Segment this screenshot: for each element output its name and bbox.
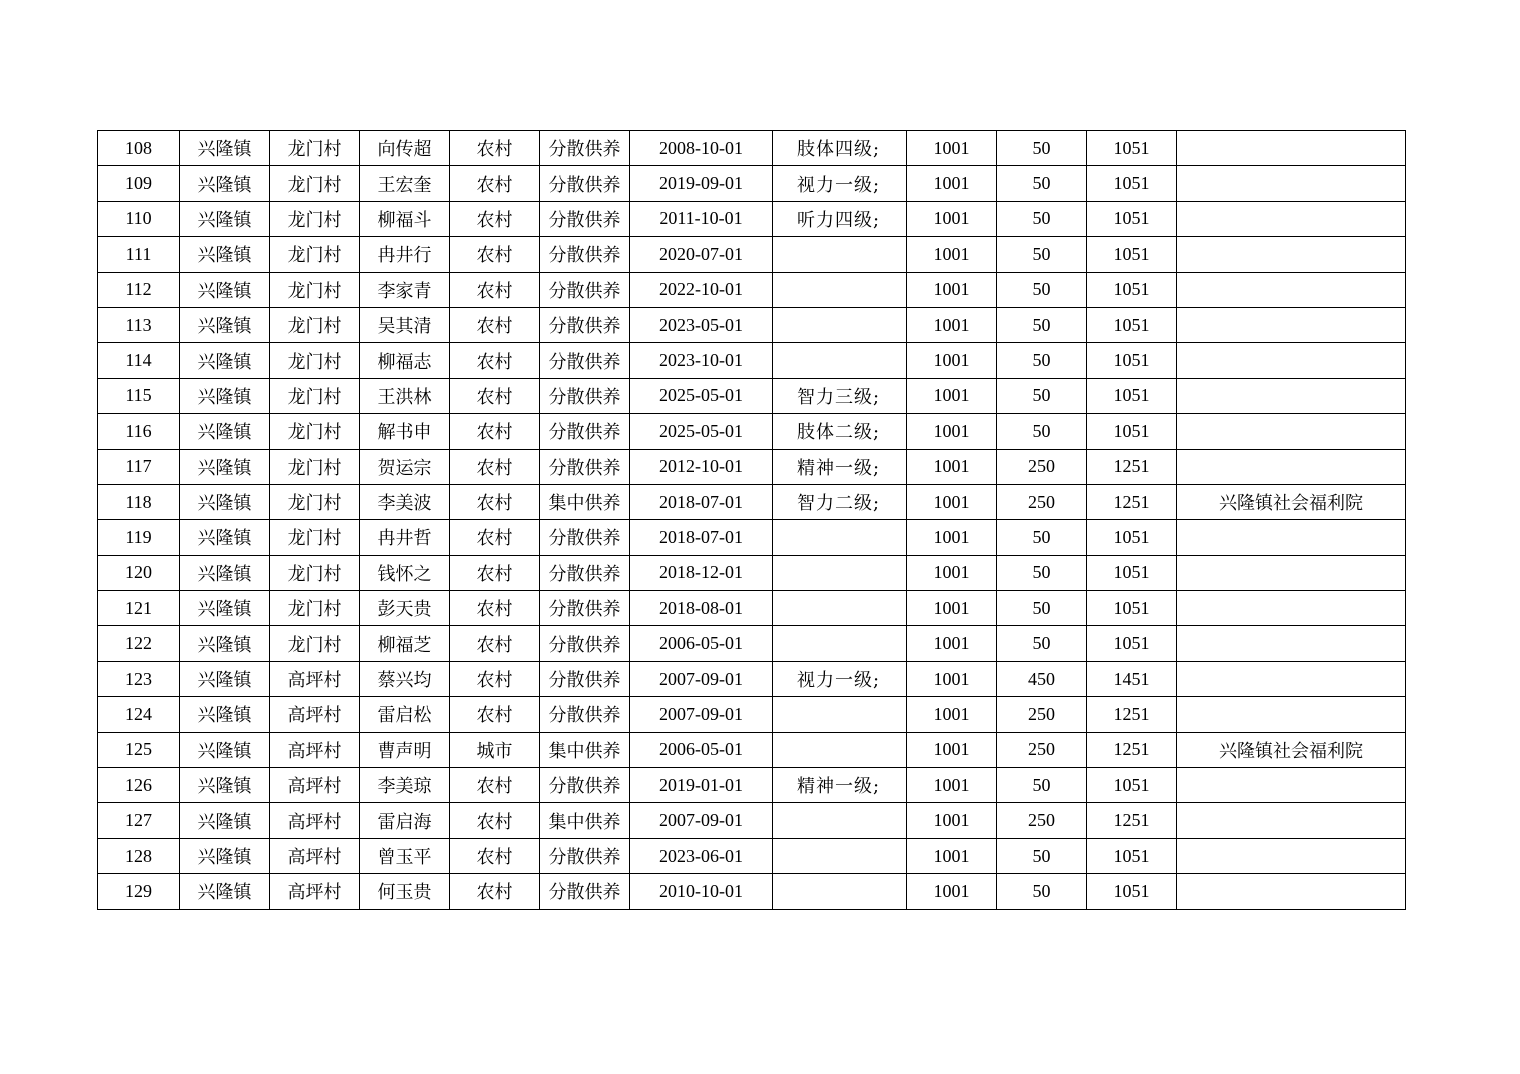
village-cell: 龙门村 [270,414,360,449]
town-cell: 兴隆镇 [180,272,270,307]
institution-cell [1177,343,1406,378]
village-cell: 高坪村 [270,732,360,767]
start-date-cell: 2008-10-01 [630,131,773,166]
disability-level-cell: 肢体四级; [773,131,907,166]
town-cell: 兴隆镇 [180,378,270,413]
institution-cell [1177,838,1406,873]
serial-number-cell: 127 [98,803,180,838]
village-cell: 龙门村 [270,520,360,555]
institution-cell [1177,307,1406,342]
serial-number-cell: 112 [98,272,180,307]
start-date-cell: 2007-09-01 [630,803,773,838]
start-date-cell: 2018-12-01 [630,555,773,590]
table-row [98,520,1406,555]
care-subsidy-cell: 50 [997,591,1087,626]
recipient-name-cell: 王宏奎 [360,166,450,201]
care-subsidy-cell: 50 [997,626,1087,661]
care-subsidy-cell: 250 [997,449,1087,484]
start-date-cell: 2019-09-01 [630,166,773,201]
care-subsidy-cell: 50 [997,166,1087,201]
disability-level-cell [773,838,907,873]
serial-number-cell: 115 [98,378,180,413]
care-subsidy-cell: 50 [997,343,1087,378]
base-amount-cell: 1001 [907,166,997,201]
area-type-cell: 农村 [450,343,540,378]
area-type-cell: 农村 [450,307,540,342]
base-amount-cell: 1001 [907,237,997,272]
support-type-cell: 集中供养 [540,732,630,767]
area-type-cell: 农村 [450,803,540,838]
table-row [98,343,1406,378]
table-row [98,484,1406,519]
serial-number-cell: 128 [98,838,180,873]
serial-number-cell: 108 [98,131,180,166]
disability-level-cell: 肢体二级; [773,414,907,449]
institution-cell [1177,626,1406,661]
care-subsidy-cell: 50 [997,520,1087,555]
support-type-cell: 集中供养 [540,484,630,519]
village-cell: 龙门村 [270,201,360,236]
base-amount-cell: 1001 [907,661,997,696]
total-amount-cell: 1051 [1087,378,1177,413]
institution-cell [1177,201,1406,236]
table-row [98,626,1406,661]
area-type-cell: 农村 [450,414,540,449]
start-date-cell: 2025-05-01 [630,378,773,413]
disability-level-cell: 精神一级; [773,449,907,484]
institution-cell [1177,555,1406,590]
total-amount-cell: 1051 [1087,874,1177,909]
total-amount-cell: 1451 [1087,661,1177,696]
village-cell: 龙门村 [270,626,360,661]
care-subsidy-cell: 250 [997,697,1087,732]
town-cell: 兴隆镇 [180,838,270,873]
table-row [98,768,1406,803]
area-type-cell: 农村 [450,555,540,590]
disability-level-cell [773,307,907,342]
support-type-cell: 分散供养 [540,307,630,342]
town-cell: 兴隆镇 [180,343,270,378]
serial-number-cell: 124 [98,697,180,732]
start-date-cell: 2010-10-01 [630,874,773,909]
serial-number-cell: 109 [98,166,180,201]
town-cell: 兴隆镇 [180,307,270,342]
institution-cell [1177,414,1406,449]
recipient-name-cell: 曾玉平 [360,838,450,873]
village-cell: 高坪村 [270,803,360,838]
start-date-cell: 2023-06-01 [630,838,773,873]
total-amount-cell: 1051 [1087,414,1177,449]
town-cell: 兴隆镇 [180,555,270,590]
base-amount-cell: 1001 [907,201,997,236]
area-type-cell: 农村 [450,520,540,555]
disability-level-cell: 视力一级; [773,166,907,201]
table-row [98,591,1406,626]
town-cell: 兴隆镇 [180,484,270,519]
total-amount-cell: 1051 [1087,272,1177,307]
area-type-cell: 农村 [450,131,540,166]
start-date-cell: 2018-08-01 [630,591,773,626]
care-subsidy-cell: 450 [997,661,1087,696]
table-row [98,378,1406,413]
base-amount-cell: 1001 [907,626,997,661]
total-amount-cell: 1051 [1087,201,1177,236]
disability-level-cell [773,803,907,838]
start-date-cell: 2025-05-01 [630,414,773,449]
disability-level-cell [773,732,907,767]
start-date-cell: 2011-10-01 [630,201,773,236]
disability-level-cell [773,237,907,272]
institution-cell: 兴隆镇社会福利院 [1177,732,1406,767]
support-type-cell: 分散供养 [540,626,630,661]
disability-level-cell: 视力一级; [773,661,907,696]
town-cell: 兴隆镇 [180,414,270,449]
recipient-name-cell: 柳福斗 [360,201,450,236]
care-subsidy-cell: 250 [997,484,1087,519]
town-cell: 兴隆镇 [180,166,270,201]
support-type-cell: 分散供养 [540,343,630,378]
institution-cell [1177,874,1406,909]
town-cell: 兴隆镇 [180,661,270,696]
total-amount-cell: 1051 [1087,307,1177,342]
recipient-name-cell: 李家青 [360,272,450,307]
recipient-name-cell: 钱怀之 [360,555,450,590]
serial-number-cell: 118 [98,484,180,519]
institution-cell [1177,166,1406,201]
disability-level-cell: 智力三级; [773,378,907,413]
start-date-cell: 2006-05-01 [630,732,773,767]
recipient-name-cell: 解书申 [360,414,450,449]
town-cell: 兴隆镇 [180,697,270,732]
table-row [98,697,1406,732]
care-subsidy-cell: 50 [997,131,1087,166]
total-amount-cell: 1051 [1087,838,1177,873]
recipient-name-cell: 李美波 [360,484,450,519]
total-amount-cell: 1251 [1087,803,1177,838]
town-cell: 兴隆镇 [180,803,270,838]
support-type-cell: 分散供养 [540,201,630,236]
area-type-cell: 农村 [450,272,540,307]
town-cell: 兴隆镇 [180,626,270,661]
table-row [98,272,1406,307]
area-type-cell: 农村 [450,661,540,696]
area-type-cell: 农村 [450,838,540,873]
serial-number-cell: 129 [98,874,180,909]
recipient-name-cell: 雷启松 [360,697,450,732]
support-type-cell: 分散供养 [540,838,630,873]
table-row [98,237,1406,272]
village-cell: 龙门村 [270,555,360,590]
disability-level-cell [773,520,907,555]
table-row [98,661,1406,696]
disability-level-cell: 智力二级; [773,484,907,519]
town-cell: 兴隆镇 [180,874,270,909]
support-type-cell: 分散供养 [540,166,630,201]
serial-number-cell: 125 [98,732,180,767]
serial-number-cell: 120 [98,555,180,590]
recipient-name-cell: 柳福芝 [360,626,450,661]
area-type-cell: 农村 [450,378,540,413]
serial-number-cell: 110 [98,201,180,236]
start-date-cell: 2012-10-01 [630,449,773,484]
area-type-cell: 农村 [450,626,540,661]
area-type-cell: 农村 [450,874,540,909]
area-type-cell: 农村 [450,768,540,803]
support-type-cell: 分散供养 [540,520,630,555]
base-amount-cell: 1001 [907,131,997,166]
support-type-cell: 分散供养 [540,131,630,166]
care-subsidy-cell: 50 [997,768,1087,803]
institution-cell [1177,449,1406,484]
support-type-cell: 分散供养 [540,555,630,590]
institution-cell: 兴隆镇社会福利院 [1177,484,1406,519]
care-subsidy-cell: 50 [997,874,1087,909]
institution-cell [1177,131,1406,166]
village-cell: 高坪村 [270,838,360,873]
recipient-name-cell: 雷启海 [360,803,450,838]
recipient-name-cell: 柳福志 [360,343,450,378]
disability-level-cell [773,591,907,626]
village-cell: 龙门村 [270,343,360,378]
disability-level-cell: 精神一级; [773,768,907,803]
base-amount-cell: 1001 [907,378,997,413]
support-type-cell: 分散供养 [540,591,630,626]
table-row [98,732,1406,767]
support-type-cell: 分散供养 [540,697,630,732]
area-type-cell: 城市 [450,732,540,767]
start-date-cell: 2007-09-01 [630,697,773,732]
village-cell: 龙门村 [270,307,360,342]
village-cell: 龙门村 [270,272,360,307]
area-type-cell: 农村 [450,697,540,732]
care-subsidy-cell: 250 [997,732,1087,767]
disability-level-cell [773,697,907,732]
town-cell: 兴隆镇 [180,732,270,767]
town-cell: 兴隆镇 [180,201,270,236]
village-cell: 龙门村 [270,131,360,166]
table-row [98,555,1406,590]
base-amount-cell: 1001 [907,874,997,909]
area-type-cell: 农村 [450,166,540,201]
support-type-cell: 分散供养 [540,661,630,696]
support-type-cell: 分散供养 [540,272,630,307]
area-type-cell: 农村 [450,484,540,519]
table-row [98,131,1406,166]
recipient-name-cell: 吴其清 [360,307,450,342]
support-type-cell: 分散供养 [540,378,630,413]
care-subsidy-cell: 250 [997,803,1087,838]
disability-level-cell [773,343,907,378]
care-subsidy-cell: 50 [997,555,1087,590]
base-amount-cell: 1001 [907,484,997,519]
institution-cell [1177,237,1406,272]
base-amount-cell: 1001 [907,803,997,838]
table-row [98,414,1406,449]
start-date-cell: 2022-10-01 [630,272,773,307]
institution-cell [1177,803,1406,838]
village-cell: 龙门村 [270,484,360,519]
serial-number-cell: 111 [98,237,180,272]
base-amount-cell: 1001 [907,591,997,626]
care-subsidy-cell: 50 [997,272,1087,307]
disability-level-cell [773,626,907,661]
start-date-cell: 2006-05-01 [630,626,773,661]
total-amount-cell: 1251 [1087,697,1177,732]
village-cell: 龙门村 [270,378,360,413]
serial-number-cell: 114 [98,343,180,378]
total-amount-cell: 1251 [1087,484,1177,519]
total-amount-cell: 1051 [1087,768,1177,803]
town-cell: 兴隆镇 [180,768,270,803]
start-date-cell: 2020-07-01 [630,237,773,272]
town-cell: 兴隆镇 [180,237,270,272]
care-subsidy-cell: 50 [997,414,1087,449]
serial-number-cell: 116 [98,414,180,449]
institution-cell [1177,272,1406,307]
serial-number-cell: 121 [98,591,180,626]
total-amount-cell: 1051 [1087,166,1177,201]
support-type-cell: 分散供养 [540,414,630,449]
total-amount-cell: 1051 [1087,237,1177,272]
recipient-name-cell: 冉井行 [360,237,450,272]
town-cell: 兴隆镇 [180,449,270,484]
total-amount-cell: 1051 [1087,626,1177,661]
institution-cell [1177,768,1406,803]
area-type-cell: 农村 [450,591,540,626]
village-cell: 龙门村 [270,449,360,484]
serial-number-cell: 117 [98,449,180,484]
disability-level-cell [773,874,907,909]
institution-cell [1177,378,1406,413]
recipient-name-cell: 曹声明 [360,732,450,767]
support-type-cell: 分散供养 [540,237,630,272]
base-amount-cell: 1001 [907,414,997,449]
support-type-cell: 分散供养 [540,874,630,909]
total-amount-cell: 1251 [1087,732,1177,767]
start-date-cell: 2018-07-01 [630,484,773,519]
village-cell: 龙门村 [270,237,360,272]
town-cell: 兴隆镇 [180,520,270,555]
table-row [98,201,1406,236]
village-cell: 龙门村 [270,166,360,201]
start-date-cell: 2023-05-01 [630,307,773,342]
total-amount-cell: 1051 [1087,555,1177,590]
recipient-name-cell: 向传超 [360,131,450,166]
care-subsidy-cell: 50 [997,237,1087,272]
table-row [98,803,1406,838]
base-amount-cell: 1001 [907,343,997,378]
serial-number-cell: 126 [98,768,180,803]
total-amount-cell: 1051 [1087,131,1177,166]
start-date-cell: 2023-10-01 [630,343,773,378]
base-amount-cell: 1001 [907,838,997,873]
town-cell: 兴隆镇 [180,131,270,166]
base-amount-cell: 1001 [907,555,997,590]
support-type-cell: 分散供养 [540,449,630,484]
serial-number-cell: 119 [98,520,180,555]
base-amount-cell: 1001 [907,520,997,555]
institution-cell [1177,520,1406,555]
recipient-name-cell: 贺运宗 [360,449,450,484]
care-subsidy-cell: 50 [997,378,1087,413]
village-cell: 高坪村 [270,697,360,732]
recipient-name-cell: 何玉贵 [360,874,450,909]
recipient-name-cell: 蔡兴均 [360,661,450,696]
area-type-cell: 农村 [450,237,540,272]
welfare-recipients-table [97,130,1406,910]
village-cell: 高坪村 [270,874,360,909]
village-cell: 高坪村 [270,768,360,803]
total-amount-cell: 1051 [1087,343,1177,378]
institution-cell [1177,591,1406,626]
support-type-cell: 集中供养 [540,803,630,838]
institution-cell [1177,661,1406,696]
start-date-cell: 2019-01-01 [630,768,773,803]
serial-number-cell: 122 [98,626,180,661]
base-amount-cell: 1001 [907,732,997,767]
table-row [98,307,1406,342]
table-row [98,874,1406,909]
start-date-cell: 2018-07-01 [630,520,773,555]
serial-number-cell: 123 [98,661,180,696]
care-subsidy-cell: 50 [997,201,1087,236]
recipient-name-cell: 冉井哲 [360,520,450,555]
base-amount-cell: 1001 [907,307,997,342]
total-amount-cell: 1251 [1087,449,1177,484]
support-type-cell: 分散供养 [540,768,630,803]
base-amount-cell: 1001 [907,768,997,803]
village-cell: 高坪村 [270,661,360,696]
town-cell: 兴隆镇 [180,591,270,626]
area-type-cell: 农村 [450,449,540,484]
table-row [98,166,1406,201]
disability-level-cell: 听力四级; [773,201,907,236]
recipient-name-cell: 李美琼 [360,768,450,803]
base-amount-cell: 1001 [907,697,997,732]
total-amount-cell: 1051 [1087,591,1177,626]
disability-level-cell [773,272,907,307]
disability-level-cell [773,555,907,590]
base-amount-cell: 1001 [907,272,997,307]
care-subsidy-cell: 50 [997,307,1087,342]
institution-cell [1177,697,1406,732]
table-row [98,449,1406,484]
village-cell: 龙门村 [270,591,360,626]
recipient-name-cell: 王洪林 [360,378,450,413]
area-type-cell: 农村 [450,201,540,236]
table-row [98,838,1406,873]
recipient-name-cell: 彭天贵 [360,591,450,626]
base-amount-cell: 1001 [907,449,997,484]
total-amount-cell: 1051 [1087,520,1177,555]
care-subsidy-cell: 50 [997,838,1087,873]
start-date-cell: 2007-09-01 [630,661,773,696]
serial-number-cell: 113 [98,307,180,342]
